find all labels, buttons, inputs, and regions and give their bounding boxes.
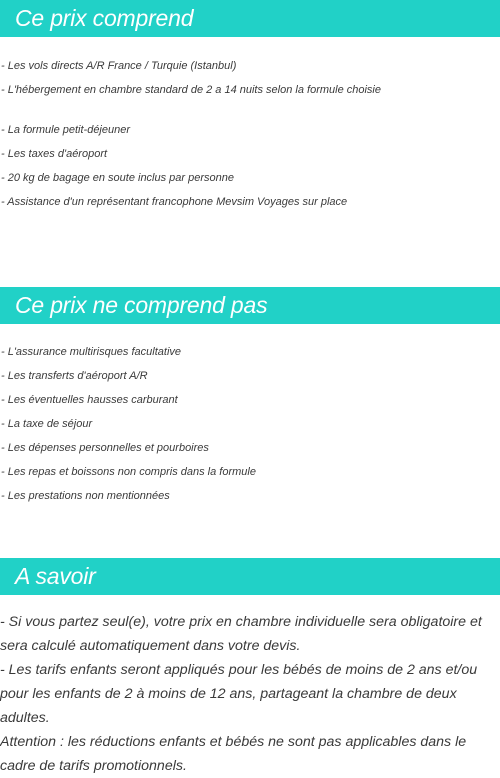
list-item: - Assistance d'un représentant francophone Mevsim Voyages sur place [1,196,348,208]
list-item: - Les transferts d'aéroport A/R [1,370,148,382]
info-header: A savoir [0,558,500,595]
includes-list [0,54,500,214]
list-item: - Les prestations non mentionnées [1,490,170,502]
list-item: - La formule petit-déjeuner [1,124,131,136]
list-item: - Les vols directs A/R France / Turquie (Istanbul) [1,60,237,72]
list-item: - Les taxes d'aéroport [1,148,108,160]
list-item: - L'hébergement en chambre standard de 2 a 14 nuits selon la formule choisie [1,84,381,96]
list-item: - Les repas et boissons non compris dans la formule [1,466,256,478]
info-line: - Les tarifs enfants seront appliqués pour les bébés de moins de 2 ans et/ou pour les enfants de 2 à moins de 12 ans, partageant la chambre de deux adultes. [0,662,478,726]
info-line: Attention : les réductions enfants et bébés ne sont pas applicables dans le cadre de tarifs promotionnels. [0,734,467,774]
info-line: - Si vous partez seul(e), votre prix en chambre individuelle sera obligatoire et sera calculé automatiquement dans votre devis. [0,614,482,654]
list-item: - Les éventuelles hausses carburant [1,394,178,406]
list-item: - Les dépenses personnelles et pourboires [1,442,209,454]
includes-header: Ce prix comprend [0,0,500,37]
excludes-list [0,340,500,508]
list-item: - La taxe de séjour [1,418,93,430]
excludes-header: Ce prix ne comprend pas [0,287,500,324]
list-item: - L'assurance multirisques facultative [1,346,182,358]
list-item: - 20 kg de bagage en soute inclus par personne [1,172,234,184]
info-text [0,610,500,778]
